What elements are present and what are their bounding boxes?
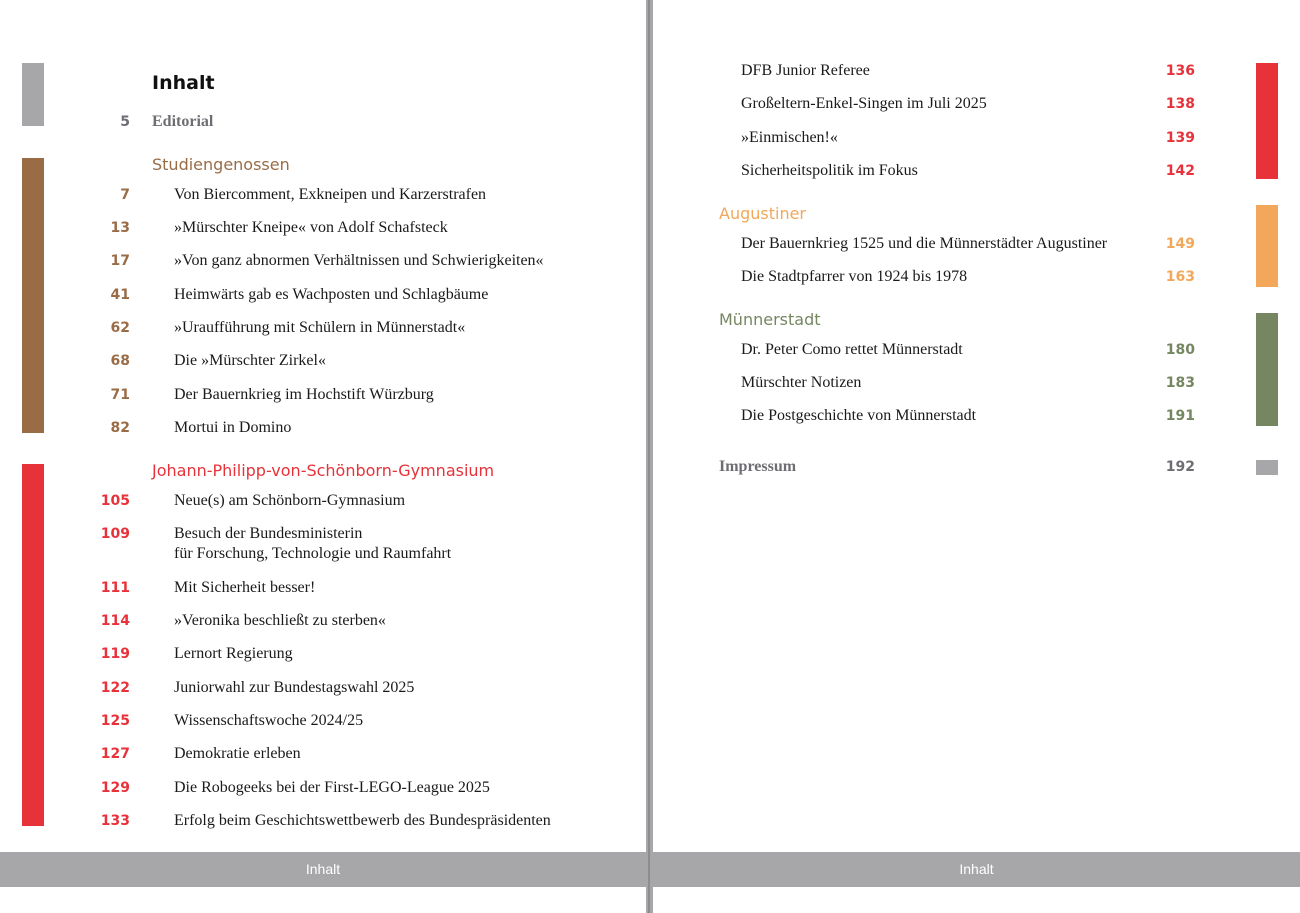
page-number: 68: [110, 353, 130, 369]
page-number: 111: [100, 580, 130, 596]
section-heading-studiengenossen: Studiengenossen: [152, 155, 290, 174]
page-number: 133: [100, 813, 130, 829]
entry-title: Sicherheitspolitik im Fokus: [741, 162, 918, 179]
section-heading-augustiner: Augustiner: [719, 204, 806, 223]
entry-title: »Veronika beschließt zu sterben«: [174, 612, 386, 629]
section-bar-augustiner: [1256, 205, 1278, 287]
page-number: 183: [1165, 375, 1195, 391]
entry-title: Dr. Peter Como rettet Münnerstadt: [741, 341, 963, 358]
section-heading-muennerstadt: Münnerstadt: [719, 310, 821, 329]
entry-title: Editorial: [152, 113, 214, 130]
entry-title: Mortui in Domino: [174, 419, 292, 436]
section-bar-muennerstadt: [1256, 313, 1278, 426]
entry-title: Erfolg beim Geschichtswettbewerb des Bundespräsidenten: [174, 812, 551, 829]
entry-title: »Uraufführung mit Schülern in Münnerstadt«: [174, 319, 466, 336]
entry-title: Heimwärts gab es Wachposten und Schlagbäume: [174, 286, 489, 303]
entry-title: Von Biercomment, Exkneipen und Karzerstrafen: [174, 186, 487, 203]
page-footer: Inhalt: [653, 852, 1300, 887]
page-number: 163: [1165, 269, 1195, 285]
page-number: 180: [1165, 342, 1195, 358]
page-number: 192: [1165, 459, 1195, 475]
entry-title: »Von ganz abnormen Verhältnissen und Schwierigkeiten«: [174, 252, 544, 269]
page-number: 5: [120, 114, 130, 130]
entry-title: Besuch der Bundesministerin: [174, 525, 363, 542]
entry-title: Mit Sicherheit besser!: [174, 579, 316, 596]
entry-title: Die Stadtpfarrer von 1924 bis 1978: [741, 268, 968, 285]
page-number: 139: [1165, 130, 1195, 146]
entry-title: »Mürschter Kneipe« von Adolf Schafsteck: [174, 219, 448, 236]
page-title: Inhalt: [152, 72, 215, 94]
left-page: [0, 0, 646, 913]
page-footer: Inhalt: [0, 852, 646, 887]
page-number: 149: [1165, 236, 1195, 252]
entry-title: Demokratie erleben: [174, 745, 301, 762]
page-number: 17: [110, 253, 130, 269]
page-number: 122: [100, 680, 130, 696]
entry-title: Neue(s) am Schönborn-Gymnasium: [174, 492, 406, 509]
entry-title: Großeltern-Enkel-Singen im Juli 2025: [741, 95, 987, 112]
spread-divider: [646, 0, 653, 913]
section-heading-gymnasium: Johann-Philipp-von-Schönborn-Gymnasium: [152, 461, 495, 480]
entry-title: Impressum: [719, 458, 797, 475]
page-number: 105: [100, 493, 130, 509]
entry-title: Die Robogeeks bei der First-LEGO-League 2025: [174, 779, 490, 796]
entry-title: Wissenschaftswoche 2024/25: [174, 712, 364, 729]
entry-title: Die Postgeschichte von Münnerstadt: [741, 407, 977, 424]
entry-title: Mürschter Notizen: [741, 374, 862, 391]
entry-title: Der Bauernkrieg 1525 und die Münnerstädter Augustiner: [741, 235, 1108, 252]
section-bar-studiengenossen: [22, 158, 44, 433]
page-number: 82: [110, 420, 130, 436]
section-bar-impressum: [1256, 460, 1278, 475]
entry-title: Die »Mürschter Zirkel«: [174, 352, 326, 369]
entry-title: Juniorwahl zur Bundestagswahl 2025: [174, 679, 415, 696]
entry-title: DFB Junior Referee: [741, 62, 870, 79]
page-number: 62: [110, 320, 130, 336]
page-number: 138: [1165, 96, 1195, 112]
page-number: 127: [100, 746, 130, 762]
page-number: 13: [110, 220, 130, 236]
page-number: 129: [100, 780, 130, 796]
page-number: 71: [110, 387, 130, 403]
section-bar-gymnasium: [22, 464, 44, 826]
page-number: 136: [1165, 63, 1195, 79]
entry-title: Lernort Regierung: [174, 645, 293, 662]
section-bar-editorial: [22, 63, 44, 126]
entry-title: »Einmischen!«: [741, 129, 838, 146]
page-number: 142: [1165, 163, 1195, 179]
entry-title: Der Bauernkrieg im Hochstift Würzburg: [174, 386, 434, 403]
page-number: 7: [120, 187, 130, 203]
page-number: 119: [100, 646, 130, 662]
section-bar-gymnasium: [1256, 63, 1278, 179]
right-page: [653, 0, 1300, 913]
page-number: 109: [100, 526, 130, 542]
entry-title-line2: für Forschung, Technologie und Raumfahrt: [174, 545, 452, 562]
page-number: 125: [100, 713, 130, 729]
page-number: 191: [1165, 408, 1195, 424]
page-number: 114: [100, 613, 130, 629]
page-number: 41: [110, 287, 130, 303]
